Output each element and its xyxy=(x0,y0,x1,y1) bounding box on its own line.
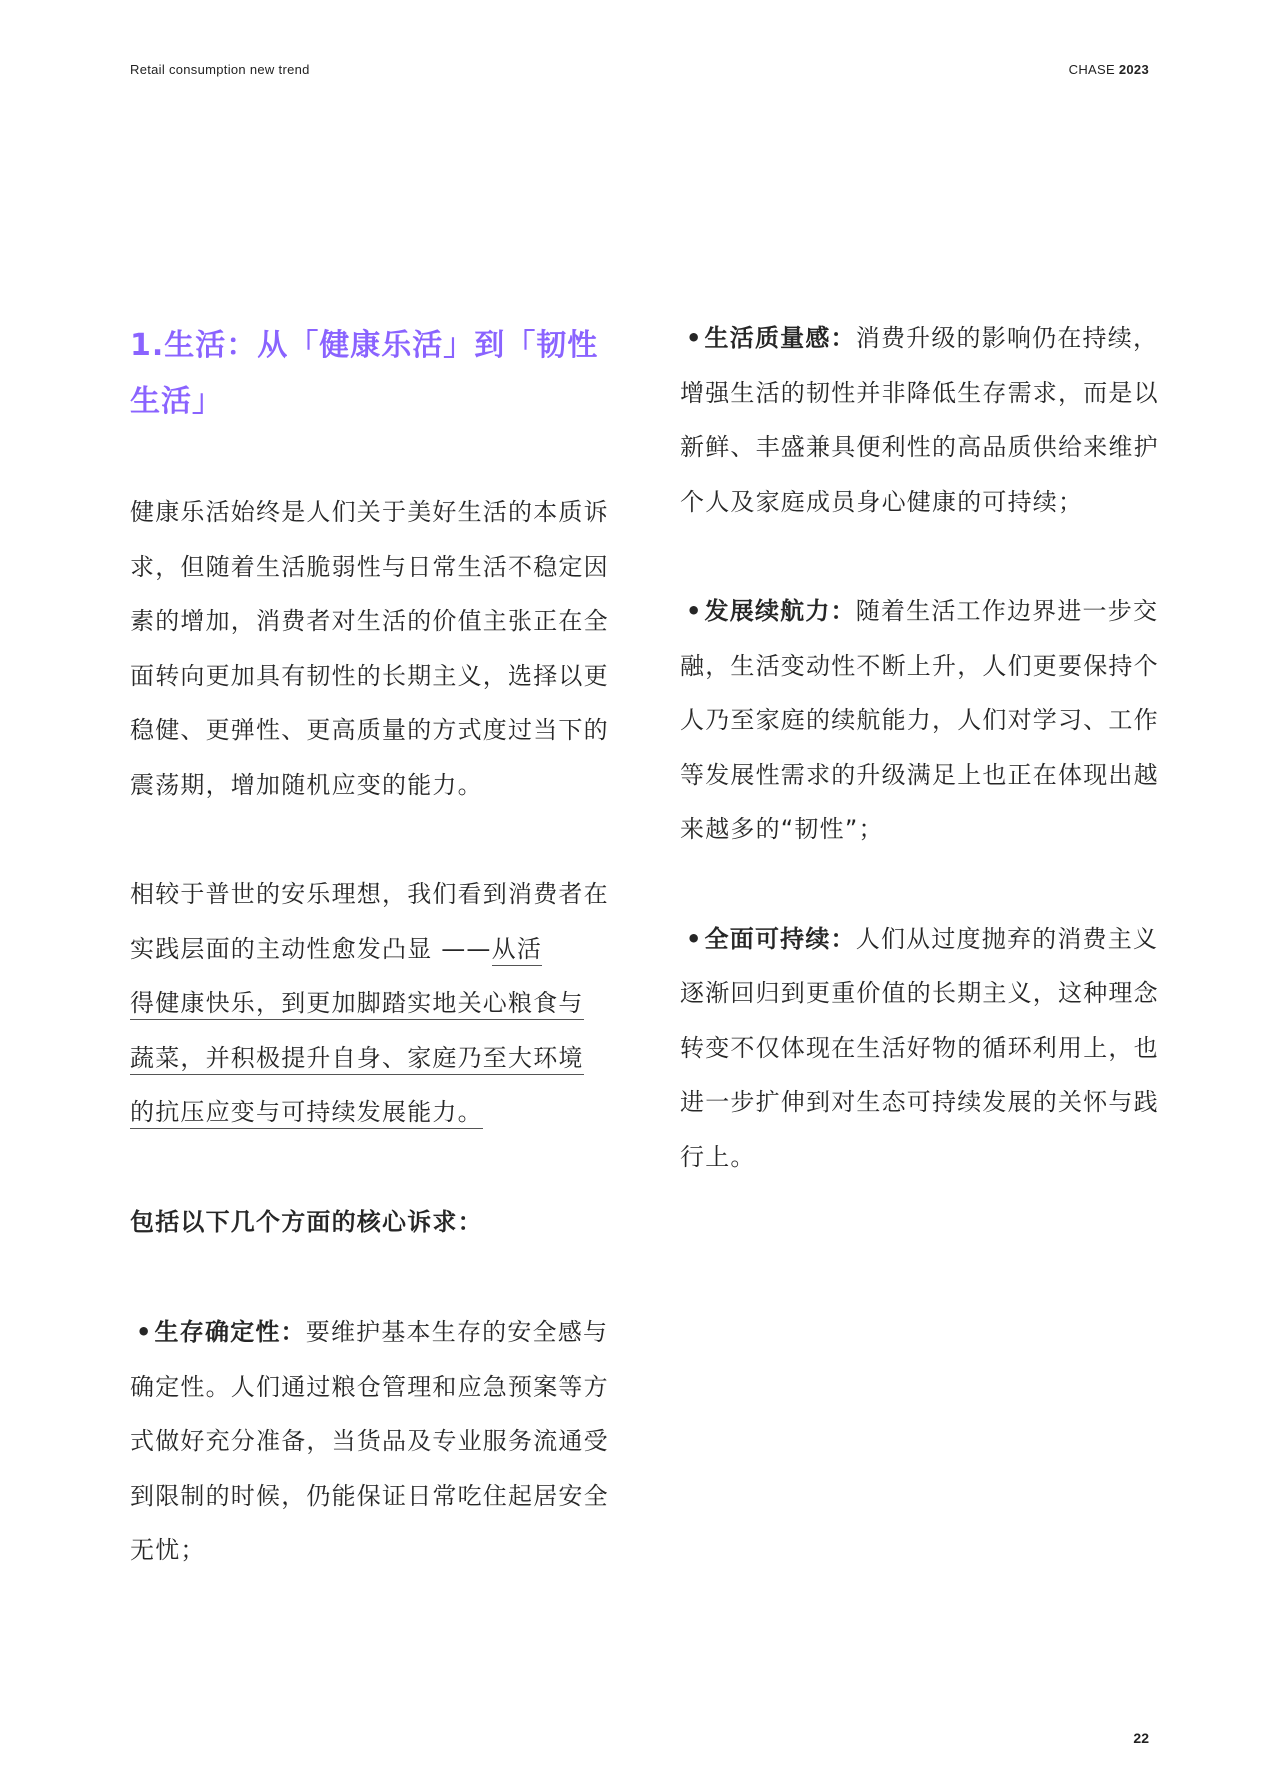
report-year: 2023 xyxy=(1118,62,1149,77)
section-title: 1.生活：从「健康乐活」到「韧性生活」 xyxy=(130,328,599,419)
insight-highlight-3: 蔬菜，并积极提升自身、家庭乃至大环境 xyxy=(130,1044,584,1075)
insight-highlight-1: 从活 xyxy=(492,935,542,966)
bullet-full-sustainability xyxy=(680,912,1165,1185)
bullet-life-quality xyxy=(680,311,1165,529)
bullet-text: 消费升级的影响仍在持续，增强生活的韧性并非降低生存需求，而是以新鲜、丰盛兼具便利性的高品质供给来维护个人及家庭成员身心健康的可持续； xyxy=(680,324,1159,516)
right-column xyxy=(680,318,1165,1184)
bullet-label: 发展续航力： xyxy=(704,597,856,625)
bullet-development-endurance xyxy=(680,584,1165,857)
insight-plain-text: 相较于普世的安乐理想，我们看到消费者在实践层面的主动性愈发凸显 —— xyxy=(130,880,609,963)
bullet-survival-certainty xyxy=(130,1305,615,1578)
brand-name: CHASE xyxy=(1068,62,1115,77)
bullet-dot-icon: • xyxy=(136,1318,153,1346)
bullet-label: 生存确定性： xyxy=(154,1318,306,1346)
insight-highlight-2: 得健康快乐，到更加脚踏实地关心粮食与 xyxy=(130,989,584,1020)
bullet-text: 人们从过度抛弃的消费主义逐渐回归到更重价值的长期主义，这种理念转变不仅体现在生活好物的循环利用上，也进一步扩伸到对生态可持续发展的关怀与践行上。 xyxy=(680,924,1159,1171)
bullet-dot-icon: • xyxy=(686,924,703,953)
insight-paragraph xyxy=(130,867,615,1140)
bullet-text: 随着生活工作边界进一步交融，生活变动性不断上升，人们更要保持个人乃至家庭的续航能力，人们对学习、工作等发展性需求的升级满足上也正在体现出越来越多的“韧性”； xyxy=(680,597,1159,843)
bullet-label: 生活质量感： xyxy=(704,324,856,352)
running-header-title: Retail consumption new trend xyxy=(130,62,310,77)
bullet-text: 要维护基本生存的安全感与确定性。人们通过粮仓管理和应急预案等方式做好充分准备，当货品及专业服务流通受到限制的时候，仍能保证日常吃住起居安全无忧； xyxy=(130,1318,609,1564)
bullet-dot-icon: • xyxy=(686,324,703,352)
page-number: 22 xyxy=(1133,1730,1149,1746)
intro-paragraph: 健康乐活始终是人们关于美好生活的本质诉求，但随着生活脆弱性与日常生活不稳定因素的增加，消费者对生活的价值主张正在全面转向更加具有韧性的长期主义，选择以更稳健、更弹性、更高质量的方式度过当下的震荡期，增加随机应变的能力。 xyxy=(130,498,609,799)
running-header-brand xyxy=(1069,62,1149,77)
bullet-dot-icon: • xyxy=(686,597,703,625)
insight-highlight-4: 的抗压应变与可持续发展能力。 xyxy=(130,1098,483,1129)
left-column xyxy=(130,318,615,1578)
bullet-label: 全面可持续： xyxy=(704,924,856,953)
core-needs-heading: 包括以下几个方面的核心诉求： xyxy=(130,1207,483,1236)
